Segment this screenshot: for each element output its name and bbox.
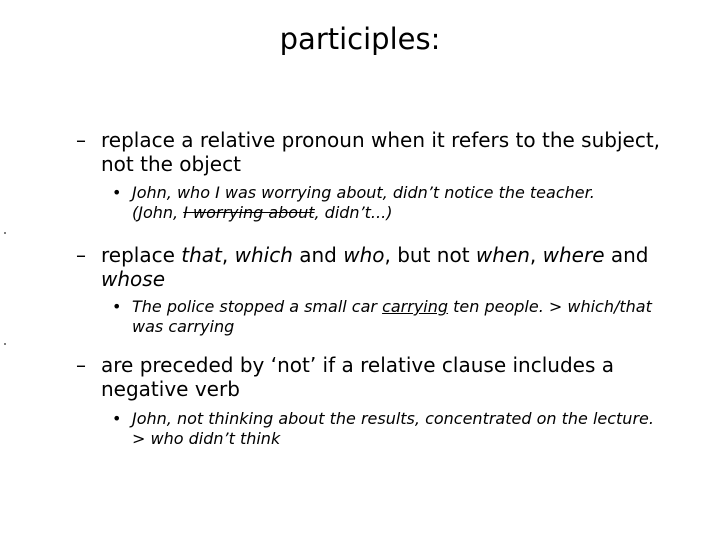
point-2: [76, 243, 696, 291]
dash-marker: –: [76, 353, 86, 377]
example-1-line2-after: , didn’t...): [314, 203, 393, 222]
point-2-text-a: replace: [101, 243, 182, 267]
point-2-text-d: , but not: [384, 243, 476, 267]
example-2: [112, 297, 672, 337]
example-2-underlined: carrying: [382, 297, 449, 316]
point-2-text-c: and: [292, 243, 344, 267]
dash-marker: –: [76, 128, 86, 152]
example-1-text: [112, 183, 672, 223]
example-1-struck-text: I worrying about: [183, 203, 315, 222]
point-2-text: [76, 243, 696, 291]
point-1: [76, 128, 696, 176]
example-3-text: John, not thinking about the results, concentrated on the lecture. > who didn’t think: [132, 409, 654, 448]
point-2-text-f: and: [604, 243, 649, 267]
example-1-line1: John, who I was worrying about, didn’t notice the teacher.: [132, 183, 595, 202]
stray-dot: [4, 343, 6, 345]
point-3-text: are preceded by ‘not’ if a relative clause includes a negative verb: [101, 353, 614, 401]
point-3: [76, 353, 696, 401]
example-2-after: ten people. > which/that was carrying: [132, 297, 652, 336]
example-1-line2-before: (John,: [132, 203, 184, 222]
word-when: when: [475, 243, 530, 267]
bullet-marker: •: [112, 183, 122, 202]
point-2-text-b: ,: [221, 243, 235, 267]
word-whose: whose: [101, 267, 165, 291]
word-who: who: [343, 243, 385, 267]
example-3: [112, 409, 672, 449]
word-where: where: [542, 243, 605, 267]
stray-dot: [4, 232, 6, 234]
bullet-marker: •: [112, 409, 122, 428]
example-2-before: The police stopped a small car: [132, 297, 383, 316]
word-that: that: [181, 243, 222, 267]
point-1-text: replace a relative pronoun when it refers to the subject, not the object: [101, 128, 661, 176]
slide-title: participles:: [279, 22, 441, 56]
dash-marker: –: [76, 243, 86, 267]
bullet-marker: •: [112, 297, 122, 316]
example-2-text: [112, 297, 672, 337]
point-2-text-e: ,: [529, 243, 543, 267]
word-which: which: [234, 243, 293, 267]
example-1: [112, 183, 672, 223]
